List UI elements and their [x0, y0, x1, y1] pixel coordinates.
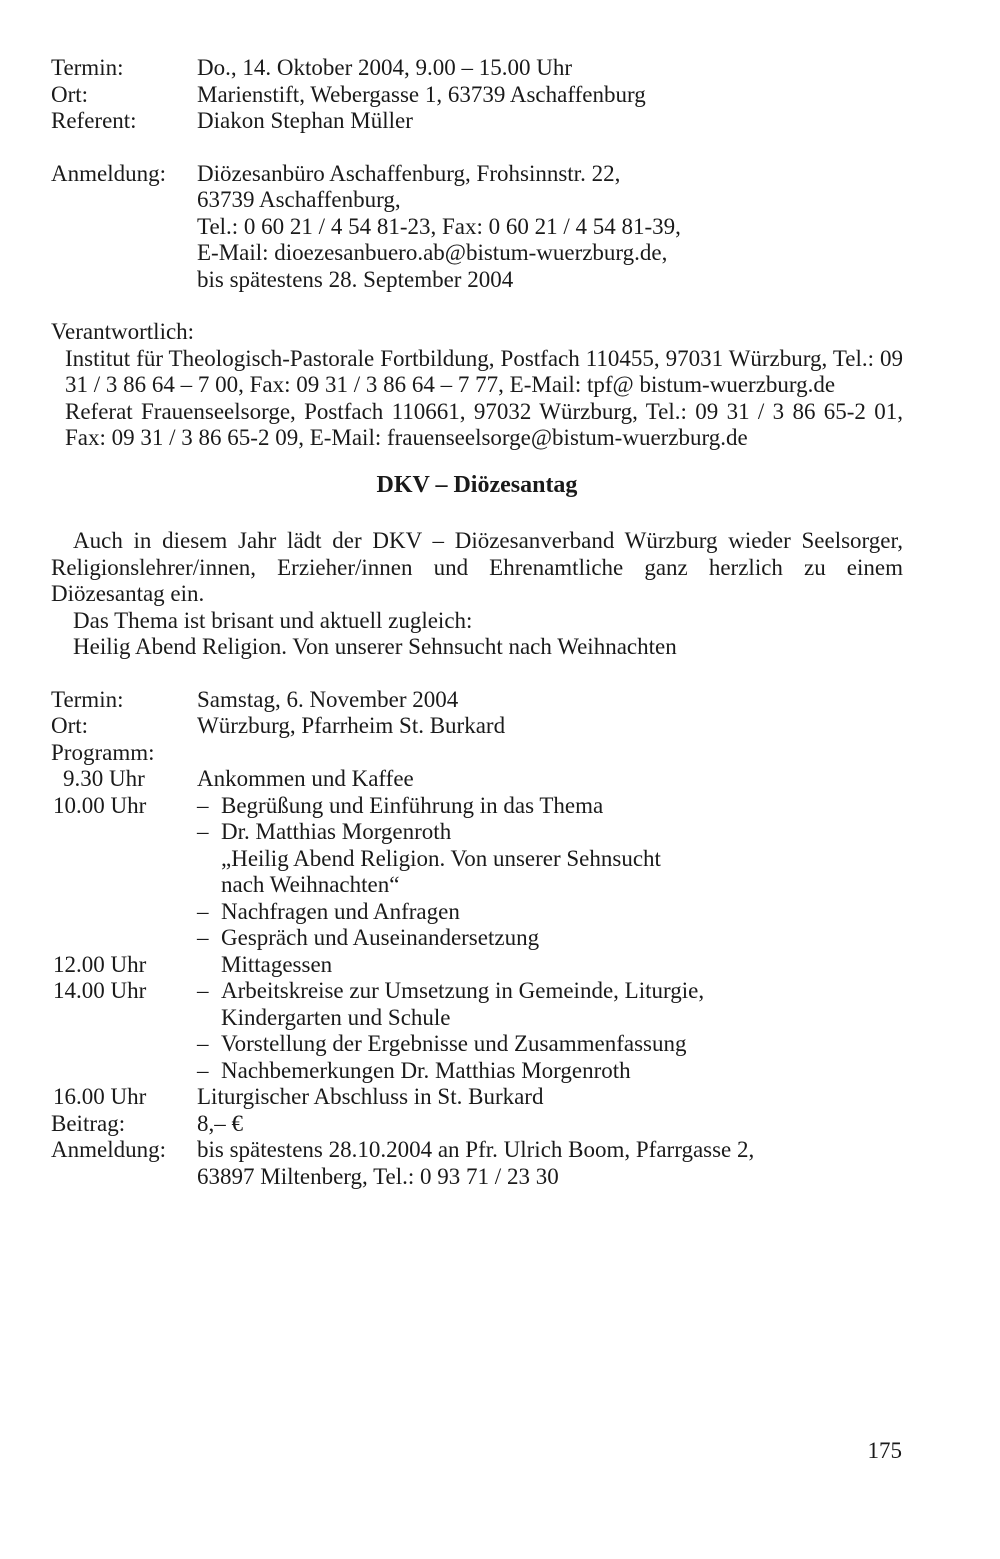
- referent-label: Referent:: [51, 108, 137, 133]
- dash-bullet: –: [197, 978, 209, 1003]
- program-item: [197, 793, 903, 820]
- dash-bullet: –: [197, 898, 209, 924]
- termin2-value: Samstag, 6. November 2004: [197, 686, 459, 712]
- termin2-row: [51, 687, 903, 714]
- anmeldung-line: Diözesanbüro Aschaffenburg, Frohsinnstr. 22,: [197, 160, 621, 186]
- termin2-label: Termin:: [51, 686, 124, 712]
- program-item-text: Begrüßung und Einführung in das Thema: [221, 792, 604, 818]
- page-number: 175: [867, 1438, 902, 1463]
- termin-row: [51, 55, 903, 82]
- program-item: [197, 1058, 903, 1085]
- anmeldung2-row: [51, 1137, 903, 1190]
- program-row-1000: [51, 793, 903, 952]
- program-row-0930: [51, 766, 903, 793]
- program-item: [197, 925, 903, 952]
- program-row-1600: [51, 1084, 903, 1111]
- referent-value: Diakon Stephan Müller: [197, 108, 413, 133]
- program-item-continuation: nach Weihnachten“: [221, 872, 400, 897]
- program-time: 16.00 Uhr: [53, 1084, 147, 1109]
- dash-bullet: –: [197, 1031, 209, 1056]
- beitrag-row: [51, 1111, 903, 1138]
- anmeldung-row: [51, 161, 903, 294]
- ort2-value: Würzburg, Pfarrheim St. Burkard: [197, 713, 506, 738]
- program-item-text: Dr. Matthias Morgenroth: [221, 819, 452, 844]
- program-row-1200: [51, 952, 903, 979]
- program-row-1400: [51, 978, 903, 1084]
- institut-paragraph: Institut für Theologisch-Pastorale Fortbildung, Postfach 110455, 97031 Würzburg, Tel.: 09 31 / 3 86 64 – 7 00, Fax: 09 31 / 3 86 64 – 7 77, E-Mail: tpf@ bistum-wuerzburg.de: [65, 345, 903, 397]
- program-time: 9.30 Uhr: [63, 766, 145, 791]
- program-item-text: Nachbemerkungen Dr. Matthias Morgenroth: [221, 1057, 631, 1083]
- program-time: 14.00 Uhr: [53, 978, 147, 1003]
- anmeldung2-line: bis spätestens 28.10.2004 an Pfr. Ulrich Boom, Pfarrgasse 2,: [197, 1137, 755, 1162]
- thema-title: Heilig Abend Religion. Von unserer Sehnsucht nach Weihnachten: [73, 634, 677, 659]
- dash-bullet: –: [197, 792, 209, 818]
- program-item-continuation: „Heilig Abend Religion. Von unserer Sehnsucht: [221, 845, 661, 871]
- program-item-text: Vorstellung der Ergebnisse und Zusammenfassung: [221, 1031, 687, 1056]
- program-time: 10.00 Uhr: [53, 792, 147, 818]
- anmeldung-email: E-Mail: dioezesanbuero.ab@bistum-wuerzburg.de,: [197, 240, 668, 265]
- program-text: Ankommen und Kaffee: [197, 766, 414, 791]
- program-item: [197, 1031, 903, 1058]
- intro-paragraph: Auch in diesem Jahr lädt der DKV – Diözesanverband Würzburg wieder Seelsorger, Religionslehrer/innen, Erzieher/innen und Ehrenamtliche ganz herzlich zu einem Diözesantag ein.: [51, 528, 903, 606]
- anmeldung-deadline: bis spätestens 28. September 2004: [197, 266, 514, 292]
- dash-bullet: –: [197, 1057, 209, 1083]
- termin-label: Termin:: [51, 55, 124, 80]
- program-item-text: Gespräch und Auseinandersetzung: [221, 925, 540, 950]
- beitrag-label: Beitrag:: [51, 1110, 126, 1136]
- beitrag-value: 8,– €: [197, 1110, 243, 1136]
- dash-bullet: –: [197, 819, 209, 844]
- program-item-continuation: Kindergarten und Schule: [221, 1004, 451, 1030]
- program-item: [197, 899, 903, 926]
- referat-paragraph: Referat Frauenseelsorge, Postfach 110661, 97032 Würzburg, Tel.: 09 31 / 3 86 65-2 01, Fax: 09 31 / 3 86 65-2 09, E-Mail: frauenseelsorge@bistum-wuerzburg.de: [65, 398, 903, 450]
- anmeldung2-line: 63897 Miltenberg, Tel.: 0 93 71 / 23 30: [197, 1163, 559, 1189]
- document-page: [51, 55, 903, 1190]
- program-item-text: Nachfragen und Anfragen: [221, 898, 460, 924]
- ort2-row: [51, 713, 903, 740]
- thema-line: Das Thema ist brisant und aktuell zugleich:: [73, 607, 473, 633]
- program-text: Liturgischer Abschluss in St. Burkard: [197, 1084, 544, 1109]
- ort-row: [51, 82, 903, 109]
- program-item: [197, 819, 903, 846]
- anmeldung-line: 63739 Aschaffenburg,: [197, 187, 401, 212]
- anmeldung-details: [197, 161, 903, 294]
- program-text: Mittagessen: [221, 951, 333, 977]
- ort-label: Ort:: [51, 81, 89, 107]
- program-item: [197, 978, 903, 1005]
- termin-value: Do., 14. Oktober 2004, 9.00 – 15.00 Uhr: [197, 55, 572, 80]
- program-item-text: Arbeitskreise zur Umsetzung in Gemeinde, Liturgie,: [221, 978, 705, 1003]
- dash-bullet: –: [197, 925, 209, 950]
- anmeldung-label: Anmeldung:: [51, 160, 166, 186]
- anmeldung2-label: Anmeldung:: [51, 1137, 166, 1162]
- programm-label: Programm:: [51, 739, 155, 765]
- referent-row: [51, 108, 903, 135]
- verantwortlich-label: Verantwortlich:: [51, 319, 195, 344]
- ort2-label: Ort:: [51, 713, 89, 738]
- program-time: 12.00 Uhr: [53, 951, 147, 977]
- anmeldung-line: Tel.: 0 60 21 / 4 54 81-23, Fax: 0 60 21 / 4 54 81-39,: [197, 213, 681, 239]
- section-heading: DKV – Diözesantag: [376, 471, 578, 498]
- programm-row: [51, 740, 903, 767]
- ort-value: Marienstift, Webergasse 1, 63739 Aschaffenburg: [197, 81, 646, 107]
